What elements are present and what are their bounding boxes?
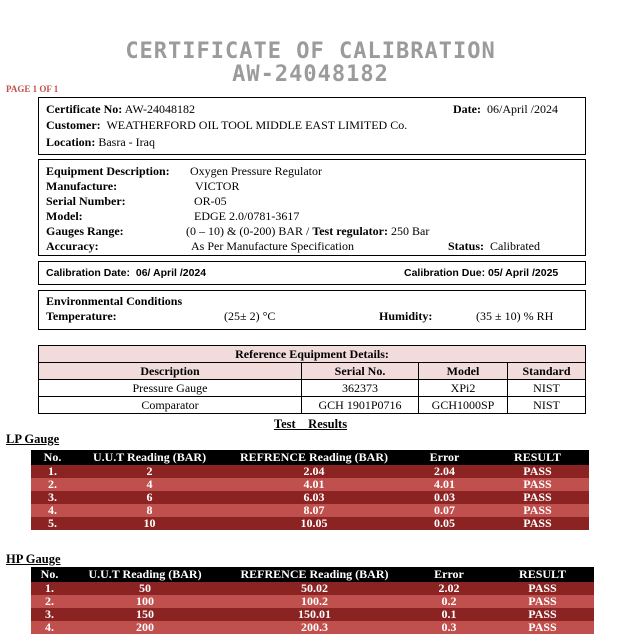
serial-value: OR-05 <box>194 194 227 208</box>
test-regulator-value: 250 Bar <box>390 224 430 238</box>
lp-cell: 2.04 <box>403 465 486 478</box>
hp-cell: PASS <box>491 621 594 634</box>
date-label: Date: <box>453 102 481 116</box>
gauges-range-value: (0 – 10) & (0-200) BAR / <box>186 224 310 238</box>
ref-cell: NIST <box>508 397 586 414</box>
reference-heading: Reference Equipment Details: <box>39 346 586 363</box>
customer-value: WEATHERFORD OIL TOOL MIDDLE EAST LIMITED Co. <box>106 118 408 132</box>
lp-cell: 5. <box>31 517 74 530</box>
lp-results-table <box>31 450 589 530</box>
hp-col-error: Error <box>407 567 491 582</box>
ref-cell: 362373 <box>302 380 419 397</box>
ref-col-description: Description <box>39 363 302 380</box>
table-row <box>39 380 586 397</box>
status-value: Calibrated <box>490 239 540 253</box>
lp-cell: PASS <box>486 465 589 478</box>
lp-col-no: No. <box>31 450 74 465</box>
calibration-due-value: 05/ April /2025 <box>488 267 559 279</box>
table-row <box>31 621 594 634</box>
hp-cell: 200 <box>68 621 222 634</box>
hp-cell: PASS <box>491 608 594 621</box>
lp-cell: 0.05 <box>403 517 486 530</box>
lp-cell: 6 <box>74 491 225 504</box>
table-row <box>39 397 586 414</box>
hp-col-uut: U.U.T Reading (BAR) <box>68 567 222 582</box>
lp-cell: 4. <box>31 504 74 517</box>
environment-heading: Environmental Conditions <box>46 294 183 308</box>
hp-col-result: RESULT <box>491 567 594 582</box>
model-label: Model: <box>46 209 83 223</box>
temperature-label: Temperature: <box>46 309 117 323</box>
ref-cell: GCH1000SP <box>419 397 508 414</box>
humidity-label: Humidity: <box>379 309 433 323</box>
lp-cell: 8.07 <box>225 504 403 517</box>
humidity-value: (35 ± 10) % RH <box>476 309 554 323</box>
hp-cell: 50.02 <box>222 582 407 595</box>
ref-cell: Comparator <box>39 397 302 414</box>
ref-col-model: Model <box>419 363 508 380</box>
hp-col-no: No. <box>31 567 68 582</box>
status-label: Status: <box>448 239 485 253</box>
lp-cell: 4.01 <box>403 478 486 491</box>
calibration-date-value: 06/ April /2024 <box>135 267 207 279</box>
reference-equipment-table <box>38 345 586 414</box>
environment-box <box>38 290 586 330</box>
serial-label: Serial Number: <box>46 194 126 208</box>
temperature-value: (25± 2) °C <box>224 309 276 323</box>
lp-cell: 1. <box>31 465 74 478</box>
location-label: Location: <box>46 135 96 149</box>
hp-cell: 200.3 <box>222 621 407 634</box>
equipment-desc-value: Oxygen Pressure Regulator <box>190 164 322 178</box>
equipment-desc-label: Equipment Description: <box>46 164 170 178</box>
lp-col-uut: U.U.T Reading (BAR) <box>74 450 225 465</box>
model-value: EDGE 2.0/0781-3617 <box>194 209 300 223</box>
lp-cell: PASS <box>486 491 589 504</box>
hp-cell: 150.01 <box>222 608 407 621</box>
lp-cell: 2 <box>74 465 225 478</box>
calibration-dates-box <box>38 261 586 285</box>
cert-no-label: Certificate No: <box>46 102 123 116</box>
accuracy-label: Accuracy: <box>46 239 99 253</box>
equipment-info-box <box>38 159 586 256</box>
ref-cell: Pressure Gauge <box>39 380 302 397</box>
lp-cell: 2. <box>31 478 74 491</box>
lp-gauge-label: LP Gauge <box>6 432 60 446</box>
lp-cell: PASS <box>486 504 589 517</box>
customer-label: Customer: <box>46 118 101 132</box>
hp-col-reference: REFRENCE Reading (BAR) <box>222 567 407 582</box>
ref-col-standard: Standard <box>508 363 586 380</box>
lp-cell: 0.03 <box>403 491 486 504</box>
manufacture-label: Manufacture: <box>46 179 118 193</box>
lp-cell: 0.07 <box>403 504 486 517</box>
hp-cell: PASS <box>491 595 594 608</box>
page-indicator: PAGE 1 OF 1 <box>6 84 59 94</box>
lp-cell: 4.01 <box>225 478 403 491</box>
date-value: 06/April /2024 <box>486 102 558 116</box>
hp-cell: 150 <box>68 608 222 621</box>
ref-col-serial: Serial No. <box>302 363 419 380</box>
test-results-heading: Test Results <box>273 417 348 431</box>
lp-cell: 8 <box>74 504 225 517</box>
lp-cell: PASS <box>486 478 589 491</box>
gauges-range-label: Gauges Range: <box>46 224 124 238</box>
hp-cell: 2.02 <box>407 582 491 595</box>
hp-cell: PASS <box>491 582 594 595</box>
lp-col-reference: REFRENCE Reading (BAR) <box>225 450 403 465</box>
lp-cell: 4 <box>74 478 225 491</box>
lp-cell: 10.05 <box>225 517 403 530</box>
lp-col-result: RESULT <box>486 450 589 465</box>
hp-cell: 2. <box>31 595 68 608</box>
manufacture-value: VICTOR <box>195 179 240 193</box>
hp-cell: 50 <box>68 582 222 595</box>
cert-no-value: AW-24048182 <box>124 102 196 116</box>
ref-cell: GCH 1901P0716 <box>302 397 419 414</box>
lp-cell: PASS <box>486 517 589 530</box>
hp-gauge-label: HP Gauge <box>6 552 61 566</box>
certificate-number-title: AW-24048182 <box>232 62 389 87</box>
lp-cell: 6.03 <box>225 491 403 504</box>
location-value: Basra - Iraq <box>98 135 155 149</box>
hp-cell: 4. <box>31 621 68 634</box>
lp-col-error: Error <box>403 450 486 465</box>
lp-cell: 3. <box>31 491 74 504</box>
accuracy-value: As Per Manufacture Specification <box>191 239 354 253</box>
hp-cell: 0.1 <box>407 608 491 621</box>
table-row <box>31 517 589 530</box>
test-regulator-label: Test regulator: <box>312 224 388 238</box>
ref-cell: XPi2 <box>419 380 508 397</box>
calibration-due-label: Calibration Due: <box>404 267 486 279</box>
hp-cell: 100.2 <box>222 595 407 608</box>
calibration-date-label: Calibration Date: <box>46 267 131 279</box>
certificate-info-box <box>38 97 586 155</box>
hp-cell: 0.3 <box>407 621 491 634</box>
hp-cell: 1. <box>31 582 68 595</box>
hp-cell: 0.2 <box>407 595 491 608</box>
hp-cell: 3. <box>31 608 68 621</box>
ref-cell: NIST <box>508 380 586 397</box>
lp-cell: 10 <box>74 517 225 530</box>
certificate-title: CERTIFICATE OF CALIBRATION <box>125 39 496 64</box>
hp-cell: 100 <box>68 595 222 608</box>
hp-results-table <box>31 567 594 634</box>
lp-cell: 2.04 <box>225 465 403 478</box>
